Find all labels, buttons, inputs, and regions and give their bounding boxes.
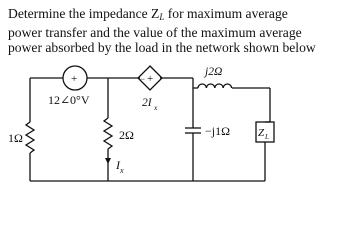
dependent-source-plus: + — [147, 73, 154, 85]
capacitor-label: −j1Ω — [205, 124, 231, 138]
problem-line-3: power absorbed by the load in the network shown below — [8, 40, 316, 55]
voltage-source-plus: + — [71, 73, 78, 85]
problem-line-1-text: Determine the impedance Z — [8, 6, 160, 21]
current-label: I — [116, 158, 120, 172]
resistor-middle — [104, 118, 112, 149]
resistor-middle-label: 2Ω — [119, 128, 134, 142]
dependent-source-label: 2I — [142, 97, 152, 109]
dependent-source-subscript: x — [154, 103, 158, 112]
load-subscript: L — [265, 133, 269, 141]
current-arrow — [105, 158, 111, 164]
inductor-label: j2Ω — [205, 66, 223, 78]
resistor-left-label: 1Ω — [8, 131, 23, 145]
current-subscript: x — [120, 166, 124, 175]
problem-line-1-rest: for maximum average — [164, 6, 288, 21]
problem-line-1-subscript: L — [159, 12, 165, 22]
inductor — [198, 84, 232, 88]
voltage-source-label: 12∠0°V — [48, 93, 90, 107]
resistor-left — [26, 122, 34, 153]
load-label: Z — [258, 127, 265, 139]
dependent-source-minus: − — [140, 74, 146, 84]
problem-line-2: power transfer and the value of the maximum average — [8, 25, 302, 40]
